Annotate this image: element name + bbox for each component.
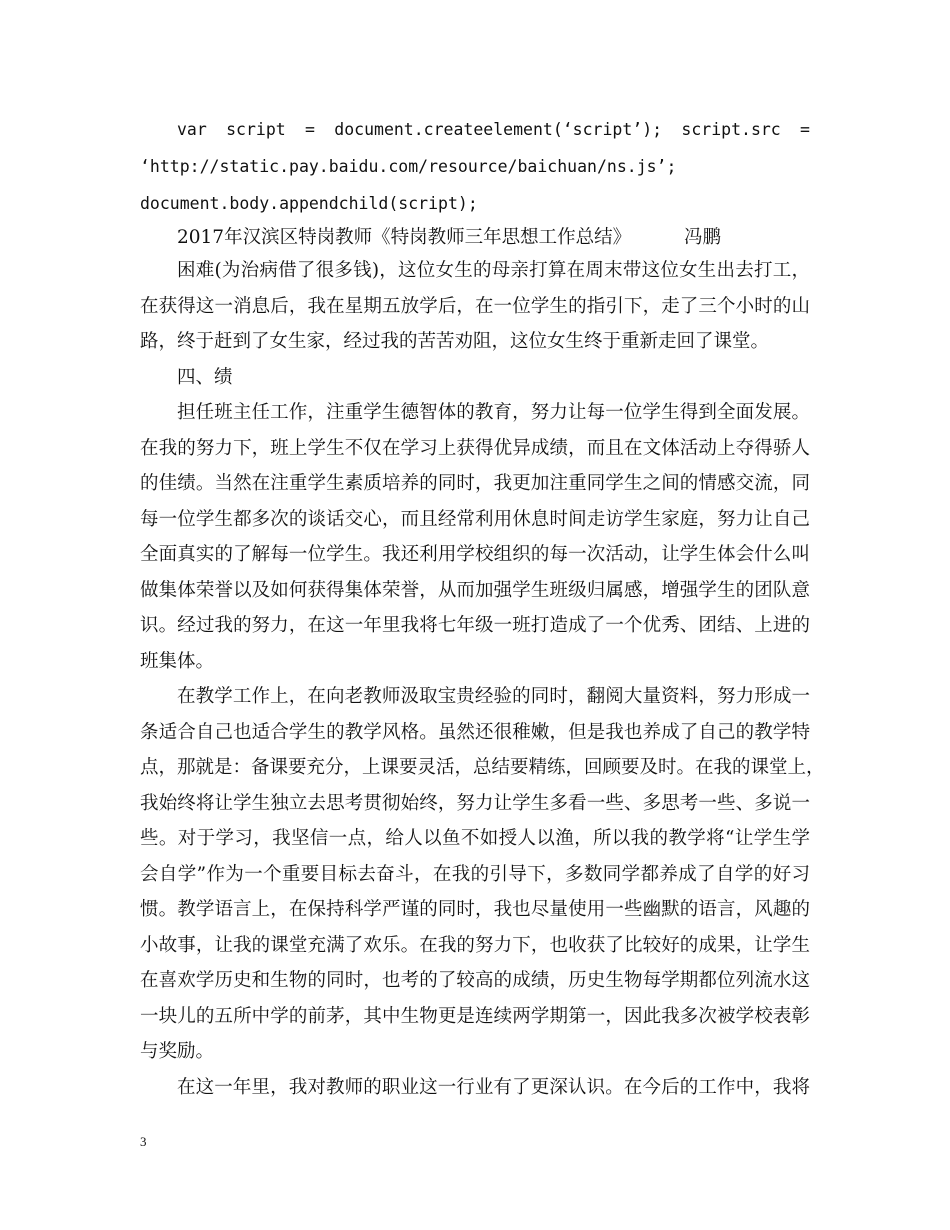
paragraph-line: 的佳绩。当然在注重学生素质培养的同时，我更加注重同学生之间的情感交流，同	[140, 473, 810, 494]
paragraph-line: 困难(为治病借了很多钱)，这位女生的母亲打算在周末带这位女生出去打工，	[177, 260, 810, 281]
paragraph-line: 担任班主任工作，注重学生德智体的教育，努力让每一位学生得到全面发展。	[177, 402, 810, 423]
paragraph-line: 在教学工作上，在向老教师汲取宝贵经验的同时，翻阅大量资料，努力形成一	[177, 686, 810, 707]
paragraph-line: 点，那就是：备课要充分，上课要灵活，总结要精练，回顾要及时。在我的课堂上，	[140, 757, 825, 778]
paragraph-line: 小故事，让我的课堂充满了欢乐。在我的努力下，也收获了比较好的成果，让学生	[140, 935, 810, 956]
paragraph-line: 路，终于赶到了女生家，经过我的苦苦劝阻，这位女生终于重新走回了课堂。	[140, 331, 770, 352]
paragraph-line: 全面真实的了解每一位学生。我还利用学校组织的每一次活动，让学生体会什么叫	[140, 544, 810, 565]
paragraph-line: 做集体荣誉以及如何获得集体荣誉，从而加强学生班级归属感，增强学生的团队意	[140, 580, 810, 601]
code-line: document.body.appendchild(script);	[140, 194, 478, 213]
paragraph-line: 惯。教学语言上，在保持科学严谨的同时，我也尽量使用一些幽默的语言，风趣的	[140, 899, 810, 920]
paragraph-line: 我始终将让学生独立去思考贯彻始终，努力让学生多看一些、多思考一些、多说一	[140, 793, 810, 814]
paragraph-line: 些。对于学习，我坚信一点，给人以鱼不如授人以渔，所以我的教学将“让学生学	[140, 828, 810, 849]
code-line: ‘http://static.pay.baidu.com/resource/baichuan/ns.js’;	[140, 157, 677, 176]
paragraph-line: 在这一年里，我对教师的职业这一行业有了更深认识。在今后的工作中，我将	[177, 1077, 810, 1098]
page-number: 3	[140, 1134, 147, 1149]
section-heading: 四、绩	[177, 367, 233, 388]
paragraph-line: 在喜欢学历史和生物的同时，也考的了较高的成绩，历史生物每学期都位列流水这	[140, 970, 810, 991]
paragraph-line: 在获得这一消息后，我在星期五放学后，在一位学生的指引下，走了三个小时的山	[140, 296, 810, 317]
paragraph-line: 一块儿的五所中学的前茅，其中生物更是连续两学期第一，因此我多次被学校表彰	[140, 1006, 810, 1027]
paragraph-line: 识。经过我的努力，在这一年里我将七年级一班打造成了一个优秀、团结、上进的	[140, 615, 810, 636]
paragraph-line: 条适合自己也适合学生的教学风格。虽然还很稚嫩，但是我也养成了自己的教学特	[140, 722, 810, 743]
paragraph-line: 会自学”作为一个重要目标去奋斗，在我的引导下，多数同学都养成了自学的好习	[140, 864, 810, 885]
paragraph-line: 与奖励。	[140, 1041, 215, 1062]
paragraph-line: 在我的努力下，班上学生不仅在学习上获得优异成绩，而且在文体活动上夺得骄人	[140, 438, 810, 459]
code-line: var script = document.createelement(‘script’); script.src =	[177, 120, 810, 139]
reference-title: 2017年汉滨区特岗教师《特岗教师三年思想工作总结》	[177, 227, 632, 248]
paragraph-line: 每一位学生都多次的谈话交心，而且经常利用休息时间走访学生家庭，努力让自己	[140, 509, 810, 530]
paragraph-line: 班集体。	[140, 651, 215, 672]
reference-author: 冯鹏	[684, 227, 722, 248]
